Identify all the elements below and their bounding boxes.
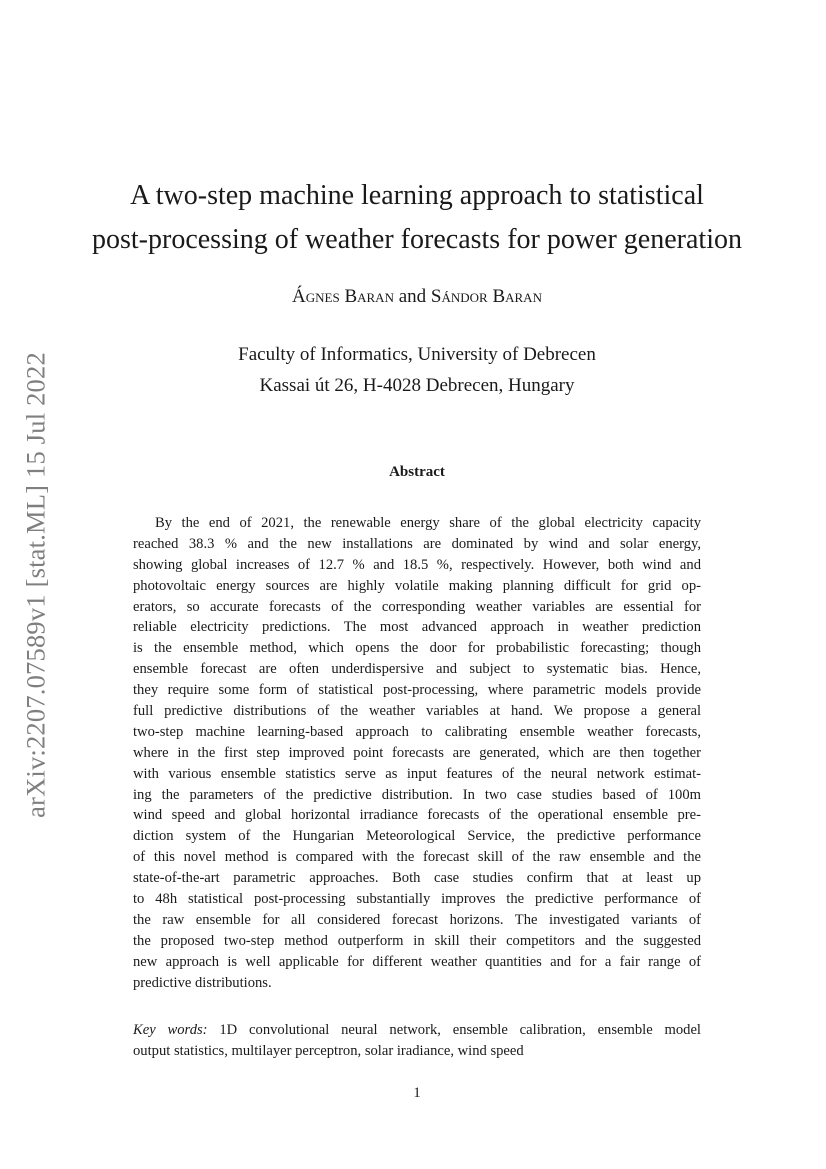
author-name: Ágnes Baran — [292, 286, 394, 307]
abstract-line: erators, so accurate forecasts of the corresponding weather variables are essential for — [133, 598, 701, 615]
title-line-2: post-processing of weather forecasts for power generation — [92, 224, 742, 255]
abstract-body — [133, 513, 701, 993]
keywords-line-2: output statistics, multilayer perceptron, solar iradiance, wind speed — [133, 1043, 524, 1059]
abstract-line: showing global increases of 12.7 % and 18.5 %, respectively. However, both wind and — [133, 556, 701, 573]
abstract-line: reached 38.3 % and the new installations are dominated by wind and solar energy, — [133, 535, 701, 552]
abstract-heading: Abstract — [389, 464, 445, 480]
title-line-1: A two-step machine learning approach to statistical — [130, 180, 704, 211]
keywords — [133, 1020, 701, 1062]
abstract-line: the proposed two-step method outperform in skill their competitors and the suggested — [133, 932, 701, 949]
affiliation-line-2: Kassai út 26, H-4028 Debrecen, Hungary — [259, 375, 575, 396]
affiliation-line-1: Faculty of Informatics, University of Debrecen — [238, 344, 596, 365]
author-name: Sándor Baran — [430, 286, 542, 307]
paper-title — [60, 174, 774, 262]
author-list — [60, 285, 774, 309]
keywords-line-1 — [133, 1020, 701, 1041]
abstract-line: wind speed and global horizontal irradiance forecasts of the operational ensemble pre- — [133, 807, 701, 824]
abstract-line: predictive distributions. — [133, 974, 272, 991]
arxiv-identifier: arXiv:2207.07589v1 [stat.ML] 15 Jul 2022 — [20, 352, 51, 818]
author-connector: and — [393, 286, 431, 307]
abstract-line: By the end of 2021, the renewable energy share of the global electricity capacity — [155, 515, 701, 531]
keywords-text-1: 1D convolutional neural network, ensemble calibration, ensemble model — [207, 1022, 701, 1038]
keywords-label: Key words: — [133, 1022, 208, 1038]
abstract-line: where in the first step improved point forecasts are generated, which are then together — [133, 744, 701, 761]
abstract-line: is the ensemble method, which opens the door for probabilistic forecasting; though — [133, 640, 701, 657]
abstract-line: full predictive distributions of the weather variables at hand. We propose a general — [133, 703, 701, 720]
abstract-line: reliable electricity predictions. The most advanced approach in weather prediction — [133, 619, 701, 636]
abstract-line: to 48h statistical post-processing substantially improves the predictive performance of — [133, 891, 701, 908]
abstract-line: diction system of the Hungarian Meteorological Service, the predictive performance — [133, 828, 701, 845]
affiliation — [60, 339, 774, 401]
abstract-line: the raw ensemble for all considered forecast horizons. The investigated variants of — [133, 911, 701, 928]
abstract-line: with various ensemble statistics serve as input features of the neural network estimat- — [133, 765, 701, 782]
abstract-line: new approach is well applicable for different weather quantities and for a fair range of — [133, 953, 701, 970]
abstract-line: ensemble forecast are often underdispersive and subject to systematic bias. Hence, — [133, 661, 701, 678]
abstract-line: of this novel method is compared with the forecast skill of the raw ensemble and the — [133, 849, 701, 866]
abstract-line: two-step machine learning-based approach to calibrating ensemble weather forecasts, — [133, 723, 701, 740]
abstract-line: photovoltaic energy sources are highly volatile making planning difficult for grid op- — [133, 577, 701, 594]
abstract-line: ing the parameters of the predictive distribution. In two case studies based of 100m — [133, 786, 701, 803]
abstract-line: they require some form of statistical post-processing, where parametric models provide — [133, 682, 701, 699]
page-number: 1 — [413, 1085, 421, 1101]
abstract-line: state-of-the-art parametric approaches. Both case studies confirm that at least up — [133, 870, 701, 887]
